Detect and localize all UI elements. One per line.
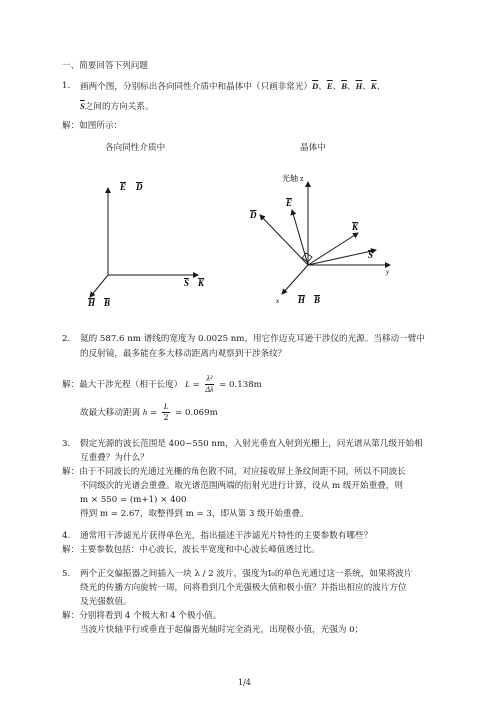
q3-answer-1: 解：由于不同波长的光通过光栅的角色散不同，对应接收屏上条纹间距不同，所以不同波长 <box>62 467 406 477</box>
equals-sign: = <box>149 408 158 418</box>
q2-solution-1 <box>62 372 262 397</box>
separator: 、 <box>376 82 386 92</box>
separator: 、 <box>362 82 371 92</box>
label-y: y <box>386 268 390 276</box>
q1-text <box>80 80 385 93</box>
label-x: x <box>276 297 280 305</box>
separator: 、 <box>332 82 342 92</box>
figure-isotropic <box>80 170 220 320</box>
label-k: K <box>352 222 359 232</box>
fraction-denominator: 2 <box>163 413 169 422</box>
equals-sign: = <box>192 380 200 390</box>
vector-e: $\overline{E}$ <box>326 81 333 91</box>
q4-number: 4. <box>62 531 71 541</box>
q1-text-line2 <box>80 100 154 113</box>
q4-line1: 通常用干涉滤光片获得单色光，指出描述干涉滤光片特性的主要参数有哪些？ <box>80 531 373 541</box>
label-s: S <box>368 250 374 260</box>
q3-number: 3. <box>62 439 71 449</box>
q2-number: 2. <box>62 334 71 344</box>
q3-line1: 假定光源的波长范围是 400~550 nm，入射光垂直入射到光栅上，问光谱从第几级开始相 <box>80 439 423 449</box>
q5-answer-1: 解：分别将看到 4 个极大和 4 个极小值。 <box>62 611 222 621</box>
q1-number: 1. <box>62 81 71 91</box>
label-h: H <box>88 298 96 308</box>
q2-sol-prefix: 解：最大干涉光程（相干长度） <box>62 380 183 390</box>
separator: 、 <box>346 82 356 92</box>
label-h: H <box>298 295 306 305</box>
q2-result-2: = 0.069m <box>175 408 218 418</box>
label-k: K <box>198 278 205 288</box>
separator: 、 <box>318 82 327 92</box>
q1-text-a: 画两个图，分别标出各向同性介质中和晶体中（只画非常光） <box>80 82 313 92</box>
figure-crystal <box>240 170 400 320</box>
label-optic-axis: 光轴 z <box>282 174 304 183</box>
vector-d: $\overline{D}$ <box>312 81 319 91</box>
fraction-numerator: L <box>163 402 169 411</box>
label-b: B <box>314 295 321 305</box>
section-title: 一、简要回答下列问题 <box>62 61 148 71</box>
q2-solution-2 <box>80 400 218 425</box>
q3-answer-3: m × 550 = (m+1) × 400 <box>80 495 187 505</box>
vector-b: $\overline{B}$ <box>341 81 347 91</box>
h-b-axis <box>90 275 108 297</box>
label-d: D <box>250 210 257 220</box>
fraction-lambda <box>205 374 215 395</box>
q3-answer-2: 不同级次的光谱会重叠。取光谱范围两端的衍射光进行计算，设从 m 级开始重叠，则 <box>80 481 403 491</box>
q2-result-1: = 0.138m <box>219 380 262 390</box>
q5-line3: 及光强数值。 <box>80 597 132 607</box>
label-isotropic: 各向同性介质中 <box>105 143 166 153</box>
page-number: 1/4 <box>238 678 251 687</box>
q2-sol2-prefix: 故最大移动距离 <box>80 408 141 418</box>
label-crystal: 晶体中 <box>300 143 326 153</box>
label-d: D <box>136 182 143 192</box>
fraction-numerator: λ² <box>206 374 213 383</box>
q1-text-b: 之间的方向关系。 <box>84 102 154 112</box>
q3-answer-4: 得到 m = 2.67，取整得到 m = 3，即从第 3 级开始重叠。 <box>80 509 309 519</box>
vector-s: $\overline{S}$ <box>80 101 85 111</box>
fraction-half <box>162 402 170 423</box>
label-e: E <box>286 198 293 208</box>
q2-line2: 的反射镜，最多能在多大移动距离内观察到干涉条纹？ <box>80 349 287 359</box>
fraction-denominator: Δλ <box>205 385 214 394</box>
label-e: E <box>120 182 127 192</box>
axis-x <box>282 265 308 294</box>
symbol-h: h <box>142 407 148 417</box>
vector-k-line <box>308 233 358 265</box>
q3-line2: 互重叠？为什么？ <box>80 453 149 463</box>
q5-line2: 绕光的传播方向旋转一周，问将看到几个光强极大值和极小值？并指出相应的波片方位 <box>80 583 407 593</box>
vector-h: $\overline{H}$ <box>355 81 363 91</box>
vector-s-line <box>308 250 376 265</box>
q1-answer: 解：如图所示： <box>62 121 123 131</box>
label-b: B <box>104 298 111 308</box>
q5-line1: 两个正交偏振器之间插入一块 λ / 2 波片，强度为I₀的单色光通过这一系统，如果将波片 <box>80 569 413 579</box>
label-s: S <box>184 278 190 288</box>
symbol-l: L <box>185 379 190 389</box>
q4-answer-1: 解：主要参数包括：中心波长，波长半宽度和中心波长峰值透过比。 <box>62 545 320 555</box>
q5-number: 5. <box>62 569 71 579</box>
q2-line1: 氦的 587.6 nm 谱线的宽度为 0.0025 nm，用它作迈克耳逊干涉仪的光源。当移动一臂中 <box>80 334 425 344</box>
q5-answer-2: 当波片快轴平行或垂直于起偏器光轴时完全消光，出现极小值，光强为 0； <box>80 625 364 635</box>
vector-k: $\overline{K}$ <box>370 81 377 91</box>
